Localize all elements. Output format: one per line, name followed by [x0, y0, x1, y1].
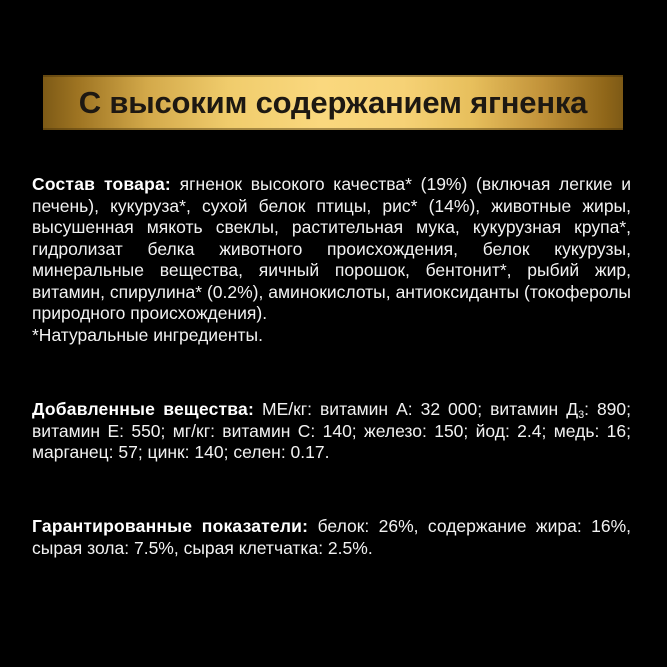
highlight-banner — [43, 75, 623, 130]
additives-label: Добавленные вещества: — [32, 399, 254, 419]
additives-text-before-subscript: МЕ/кг: витамин А: 32 000; витамин Д — [254, 399, 579, 419]
composition-footnote: *Натуральные ингредиенты. — [32, 324, 263, 345]
composition-text: ягненок высокого качества* (19%) (включая легкие и печень), кукуруза*, сухой белок птицы, рис* (14%), животные жиры, высушенная мякоть свеклы, растительная мука, кукурузная крупа*, гидролизат белка животного происхождения, белок кукурузы, минеральные вещества, яичный порошок, бентонит*, рыбий жир, витамин, спирулина* (0.2%), аминокислоты, антиоксиданты (токоферолы природного происхождения). — [32, 174, 631, 323]
composition-label: Состав товара: — [32, 174, 171, 194]
banner-title: С высоким содержанием ягненка — [78, 84, 588, 120]
composition-paragraph — [32, 174, 631, 346]
guaranteed-paragraph — [32, 516, 631, 559]
guaranteed-label: Гарантированные показатели: — [32, 516, 309, 536]
additives-paragraph — [32, 399, 631, 464]
additives-text-after-subscript: : 890; витамин Е: 550; мг/кг: витамин С: 140; железо: 150; йод: 2.4; медь: 16; марганец: 57; цинк: 140; селен: 0.17. — [32, 399, 632, 462]
vitamin-d3-subscript: 3 — [578, 408, 585, 421]
guaranteed-text: белок: 26%, содержание жира: 16%, сырая зола: 7.5%, сырая клетчатка: 2.5%. — [32, 516, 631, 558]
